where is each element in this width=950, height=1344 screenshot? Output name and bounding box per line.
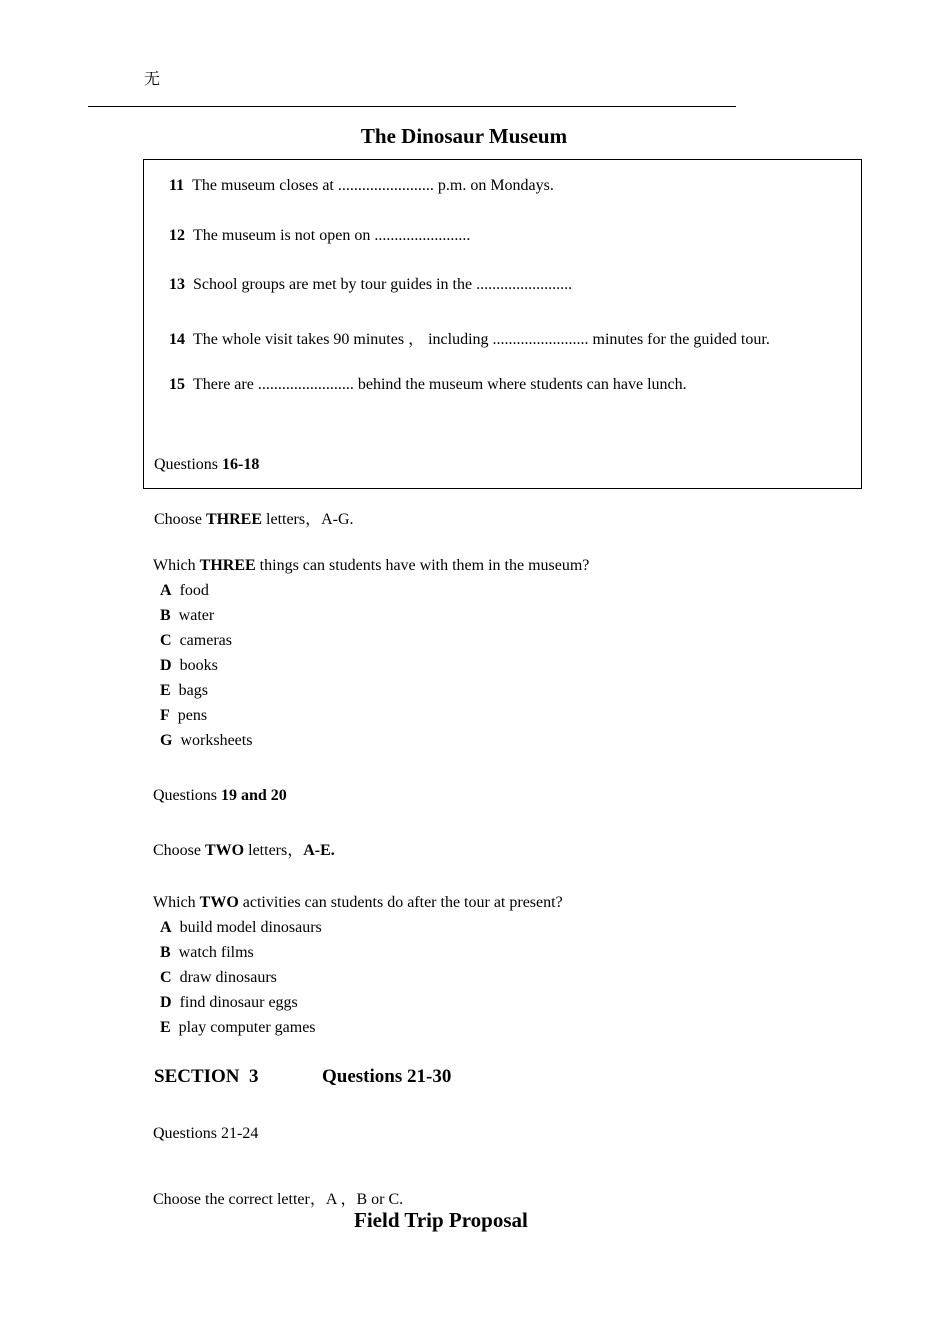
option-text: play computer games bbox=[178, 1019, 316, 1036]
question-number: 15 bbox=[169, 376, 185, 393]
question-number: 11 bbox=[169, 177, 185, 194]
q19-20-instruction bbox=[153, 837, 335, 860]
option-letter: G bbox=[160, 732, 173, 749]
option-letter: A bbox=[160, 919, 172, 936]
option-c bbox=[160, 632, 232, 650]
option-letter: F bbox=[160, 707, 170, 724]
option-text: watch films bbox=[178, 944, 254, 961]
option-text: water bbox=[178, 607, 215, 624]
option-f bbox=[160, 707, 207, 725]
question-suffix: things can students have with them in the museum? bbox=[255, 557, 590, 574]
question-number: 12 bbox=[169, 227, 185, 244]
instruction-range: A-E. bbox=[303, 842, 335, 859]
option-text: books bbox=[179, 657, 218, 674]
question-12 bbox=[169, 227, 470, 245]
option-letter: C bbox=[160, 969, 172, 986]
option-letter: D bbox=[160, 657, 172, 674]
question-emphasis: THREE bbox=[199, 557, 256, 574]
instruction-prefix: Choose bbox=[154, 511, 206, 528]
q16-18-question bbox=[153, 557, 589, 575]
question-text: There are ........................ behind the museum where students can have lunch. bbox=[193, 376, 687, 393]
option-letter: B bbox=[160, 607, 171, 624]
question-number: 13 bbox=[169, 276, 185, 293]
question-prefix: Which bbox=[153, 557, 200, 574]
heading-range: 16-18 bbox=[222, 456, 260, 473]
field-trip-title: Field Trip Proposal bbox=[354, 1208, 528, 1232]
option-c bbox=[160, 969, 277, 987]
question-suffix: activities can students do after the tour at present? bbox=[238, 894, 563, 911]
heading-prefix: Questions bbox=[154, 456, 222, 473]
option-b bbox=[160, 944, 254, 962]
q16-18-heading bbox=[154, 456, 259, 474]
page-title: The Dinosaur Museum bbox=[360, 124, 568, 148]
question-text: School groups are met by tour guides in the ........................ bbox=[193, 276, 573, 293]
option-letter: E bbox=[160, 682, 171, 699]
option-letter: E bbox=[160, 1019, 171, 1036]
instruction-middle: letters， bbox=[244, 842, 304, 859]
option-g bbox=[160, 732, 252, 750]
option-text: find dinosaur eggs bbox=[179, 994, 298, 1011]
heading-range: 19 and 20 bbox=[221, 787, 287, 804]
option-text: pens bbox=[177, 707, 208, 724]
option-letter: B bbox=[160, 944, 171, 961]
section-sub-heading: Questions 21-24 bbox=[153, 1125, 259, 1142]
question-text: The whole visit takes 90 minutes ， including ........................ minutes for the guided tour. bbox=[193, 331, 770, 348]
q16-18-instruction bbox=[154, 506, 354, 529]
option-a bbox=[160, 582, 209, 600]
option-b bbox=[160, 607, 214, 625]
option-text: worksheets bbox=[180, 732, 253, 749]
option-letter: A bbox=[160, 582, 172, 599]
header-mark: 无 bbox=[144, 69, 161, 88]
q19-20-heading bbox=[153, 787, 287, 805]
q19-20-question bbox=[153, 894, 563, 912]
question-number: 14 bbox=[169, 331, 185, 348]
option-text: build model dinosaurs bbox=[179, 919, 322, 936]
question-13 bbox=[169, 276, 572, 294]
instruction-suffix: letters，A-G. bbox=[262, 511, 354, 528]
option-text: cameras bbox=[179, 632, 232, 649]
option-text: draw dinosaurs bbox=[179, 969, 277, 986]
question-text: The museum is not open on ........................ bbox=[193, 227, 471, 244]
option-d bbox=[160, 994, 298, 1012]
question-11 bbox=[169, 177, 554, 195]
section-range: Questions 21-30 bbox=[322, 1066, 452, 1087]
question-prefix: Which bbox=[153, 894, 200, 911]
question-15 bbox=[169, 376, 687, 394]
option-d bbox=[160, 657, 218, 675]
instruction-emphasis: THREE bbox=[206, 511, 263, 528]
option-letter: D bbox=[160, 994, 172, 1011]
option-e bbox=[160, 682, 208, 700]
section-label: SECTION 3 bbox=[154, 1066, 259, 1087]
questions-box bbox=[143, 159, 862, 489]
question-emphasis: TWO bbox=[199, 894, 239, 911]
option-a bbox=[160, 919, 322, 937]
header-rule bbox=[88, 106, 736, 107]
option-e bbox=[160, 1019, 316, 1037]
question-14 bbox=[169, 326, 770, 349]
question-text: The museum closes at ........................ p.m. on Mondays. bbox=[192, 177, 554, 194]
heading-prefix: Questions bbox=[153, 787, 221, 804]
instruction-emphasis: TWO bbox=[205, 842, 245, 859]
option-text: bags bbox=[178, 682, 208, 699]
option-text: food bbox=[179, 582, 209, 599]
option-letter: C bbox=[160, 632, 172, 649]
section-instruction: Choose the correct letter，A ，B or C. bbox=[153, 1191, 404, 1208]
instruction-prefix: Choose bbox=[153, 842, 205, 859]
